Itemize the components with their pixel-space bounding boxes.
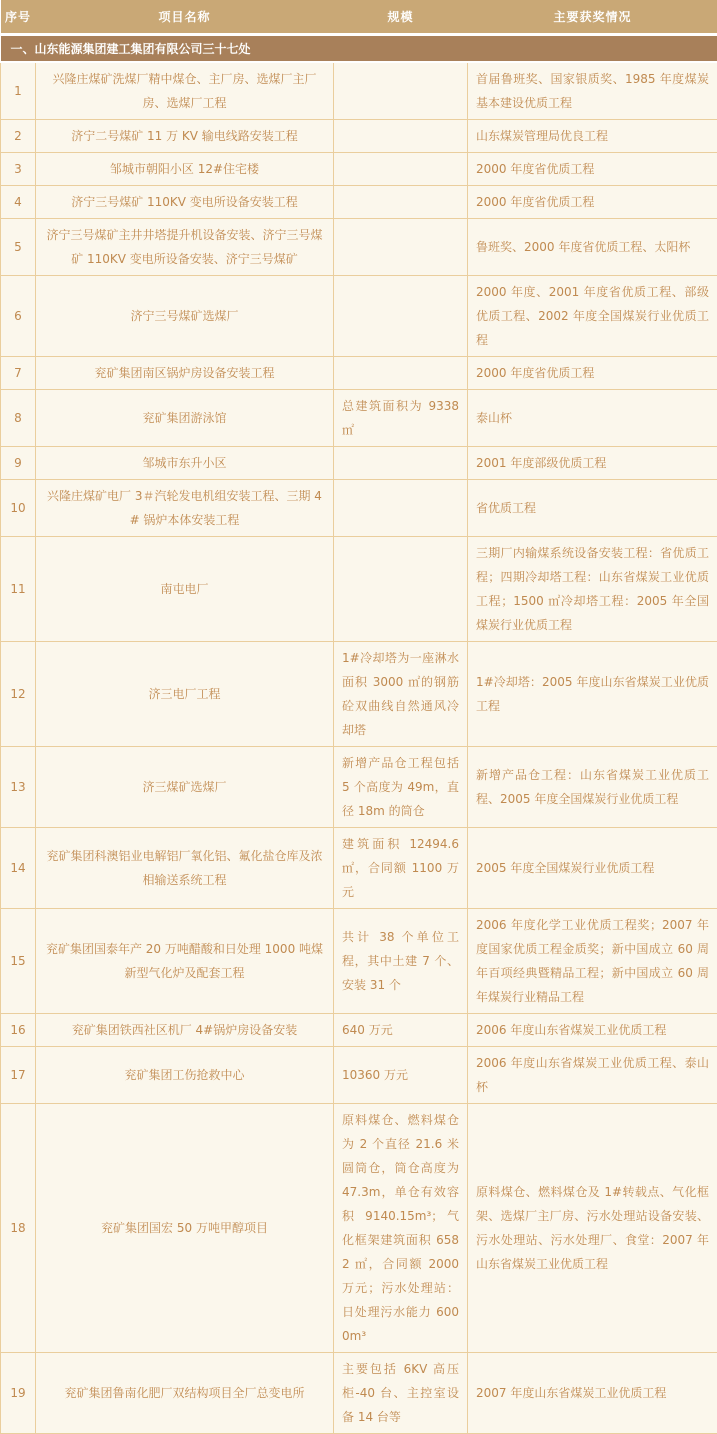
scale-cell: 建筑面积 12494.6㎡，合同额 1100 万元 [334, 828, 468, 909]
column-header-scale: 规模 [334, 0, 468, 35]
table-row [1, 276, 717, 357]
awards-cell: 鲁班奖、2000 年度省优质工程、太阳杯 [468, 219, 717, 276]
awards-cell: 2005 年度全国煤炭行业优质工程 [468, 828, 717, 909]
awards-cell: 山东煤炭管理局优良工程 [468, 120, 717, 153]
column-header-awards: 主要获奖情况 [468, 0, 717, 35]
scale-cell [334, 276, 468, 357]
table-row [1, 537, 717, 642]
table-row [1, 357, 717, 390]
row-number-cell: 15 [1, 909, 36, 1014]
table-row [1, 447, 717, 480]
scale-cell: 1#冷却塔为一座淋水面积 3000 ㎡的钢筋砼双曲线自然通风冷却塔 [334, 642, 468, 747]
project-name-cell: 兖矿集团国宏 50 万吨甲醇项目 [36, 1104, 334, 1353]
table-body [1, 62, 717, 1434]
project-name-cell: 济三煤矿选煤厂 [36, 747, 334, 828]
project-name-cell: 兖矿集团国泰年产 20 万吨醋酸和日处理 1000 吨煤新型气化炉及配套工程 [36, 909, 334, 1014]
row-number-cell: 1 [1, 62, 36, 120]
table-row [1, 120, 717, 153]
table-row [1, 1104, 717, 1353]
project-name-cell: 济宁三号煤矿 110KV 变电所设备安装工程 [36, 186, 334, 219]
scale-cell: 共计 38 个单位工程，其中土建 7 个、安装 31 个 [334, 909, 468, 1014]
project-name-cell: 南屯电厂 [36, 537, 334, 642]
scale-cell: 新增产品仓工程包括 5 个高度为 49m，直径 18m 的筒仓 [334, 747, 468, 828]
row-number-cell: 11 [1, 537, 36, 642]
scale-cell [334, 537, 468, 642]
project-name-cell: 邹城市东升小区 [36, 447, 334, 480]
awards-cell: 原料煤仓、燃料煤仓及 1#转载点、气化框架、选煤厂主厂房、污水处理站设备安装、污水处理站、污水处理厂、食堂：2007 年山东省煤炭工业优质工程 [468, 1104, 717, 1353]
section-row [1, 35, 717, 63]
awards-cell: 2000 年度省优质工程 [468, 357, 717, 390]
project-name-cell: 兖矿集团游泳馆 [36, 390, 334, 447]
row-number-cell: 12 [1, 642, 36, 747]
scale-cell [334, 120, 468, 153]
project-name-cell: 兖矿集团工伤抢救中心 [36, 1047, 334, 1104]
table-row [1, 480, 717, 537]
table-row [1, 1014, 717, 1047]
table-row [1, 62, 717, 120]
scale-cell [334, 480, 468, 537]
project-name-cell: 济宁二号煤矿 11 万 KV 输电线路安装工程 [36, 120, 334, 153]
scale-cell: 主要包括 6KV 高压柜-40 台、主控室设备 14 台等 [334, 1353, 468, 1434]
row-number-cell: 7 [1, 357, 36, 390]
awards-cell: 2006 年度山东省煤炭工业优质工程 [468, 1014, 717, 1047]
project-name-cell: 兖矿集团铁西社区机厂 4#锅炉房设备安装 [36, 1014, 334, 1047]
scale-cell: 总建筑面积为 9338 ㎡ [334, 390, 468, 447]
awards-cell: 三期厂内输煤系统设备安装工程：省优质工程；四期冷却塔工程：山东省煤炭工业优质工程；1500 ㎡冷却塔工程：2005 年全国煤炭行业优质工程 [468, 537, 717, 642]
row-number-cell: 8 [1, 390, 36, 447]
row-number-cell: 3 [1, 153, 36, 186]
project-name-cell: 兖矿集团鲁南化肥厂双结构项目全厂总变电所 [36, 1353, 334, 1434]
table-row [1, 153, 717, 186]
project-name-cell: 济宁三号煤矿主井井塔提升机设备安装、济宁三号煤矿 110KV 变电所设备安装、济宁三号煤矿 [36, 219, 334, 276]
awards-cell: 首届鲁班奖、国家银质奖、1985 年度煤炭基本建设优质工程 [468, 62, 717, 120]
table-row [1, 828, 717, 909]
awards-cell: 2000 年度省优质工程 [468, 186, 717, 219]
row-number-cell: 10 [1, 480, 36, 537]
scale-cell [334, 447, 468, 480]
awards-cell: 新增产品仓工程：山东省煤炭工业优质工程、2005 年度全国煤炭行业优质工程 [468, 747, 717, 828]
scale-cell: 原料煤仓、燃料煤仓为 2 个直径 21.6 米圆筒仓，筒仓高度为 47.3m，单仓有效容积 9140.15m³；气化框架建筑面积 6582 ㎡，合同额 2000 万元；污水处理站：日处理污水能力 6000m³ [334, 1104, 468, 1353]
table-row [1, 909, 717, 1014]
table-header [1, 0, 717, 35]
scale-cell [334, 62, 468, 120]
awards-cell: 1#冷却塔：2005 年度山东省煤炭工业优质工程 [468, 642, 717, 747]
scale-cell [334, 153, 468, 186]
awards-cell: 2000 年度省优质工程 [468, 153, 717, 186]
row-number-cell: 13 [1, 747, 36, 828]
awards-cell: 2006 年度化学工业优质工程奖；2007 年度国家优质工程金质奖；新中国成立 60 周年百项经典暨精品工程；新中国成立 60 周年煤炭行业精品工程 [468, 909, 717, 1014]
scale-cell: 640 万元 [334, 1014, 468, 1047]
row-number-cell: 4 [1, 186, 36, 219]
project-name-cell: 济宁三号煤矿选煤厂 [36, 276, 334, 357]
awards-cell: 省优质工程 [468, 480, 717, 537]
scale-cell [334, 357, 468, 390]
project-name-cell: 兴隆庄煤矿电厂 3＃汽轮发电机组安装工程、三期 4# 锅炉本体安装工程 [36, 480, 334, 537]
row-number-cell: 6 [1, 276, 36, 357]
project-name-cell: 兴隆庄煤矿洗煤厂精中煤仓、主厂房、选煤厂主厂房、选煤厂工程 [36, 62, 334, 120]
scale-cell [334, 219, 468, 276]
awards-cell: 2007 年度山东省煤炭工业优质工程 [468, 1353, 717, 1434]
table-row [1, 390, 717, 447]
row-number-cell: 16 [1, 1014, 36, 1047]
awards-cell: 2006 年度山东省煤炭工业优质工程、泰山杯 [468, 1047, 717, 1104]
project-name-cell: 济三电厂工程 [36, 642, 334, 747]
table-row [1, 219, 717, 276]
table-row [1, 1047, 717, 1104]
header-row [1, 0, 717, 35]
column-header-number: 序号 [1, 0, 36, 35]
row-number-cell: 14 [1, 828, 36, 909]
awards-cell: 2000 年度、2001 年度省优质工程、部级优质工程、2002 年度全国煤炭行业优质工程 [468, 276, 717, 357]
row-number-cell: 19 [1, 1353, 36, 1434]
table-row [1, 186, 717, 219]
scale-cell [334, 186, 468, 219]
row-number-cell: 5 [1, 219, 36, 276]
awards-cell: 泰山杯 [468, 390, 717, 447]
awards-cell: 2001 年度部级优质工程 [468, 447, 717, 480]
column-header-project: 项目名称 [36, 0, 334, 35]
project-name-cell: 兖矿集团科澳铝业电解铝厂氧化铝、氟化盐仓库及浓相输送系统工程 [36, 828, 334, 909]
table-row [1, 1353, 717, 1434]
row-number-cell: 18 [1, 1104, 36, 1353]
table-row [1, 642, 717, 747]
project-name-cell: 邹城市朝阳小区 12#住宅楼 [36, 153, 334, 186]
section-title: 一、山东能源集团建工集团有限公司三十七处 [1, 35, 717, 63]
table-row [1, 747, 717, 828]
scale-cell: 10360 万元 [334, 1047, 468, 1104]
row-number-cell: 2 [1, 120, 36, 153]
row-number-cell: 9 [1, 447, 36, 480]
row-number-cell: 17 [1, 1047, 36, 1104]
project-name-cell: 兖矿集团南区锅炉房设备安装工程 [36, 357, 334, 390]
